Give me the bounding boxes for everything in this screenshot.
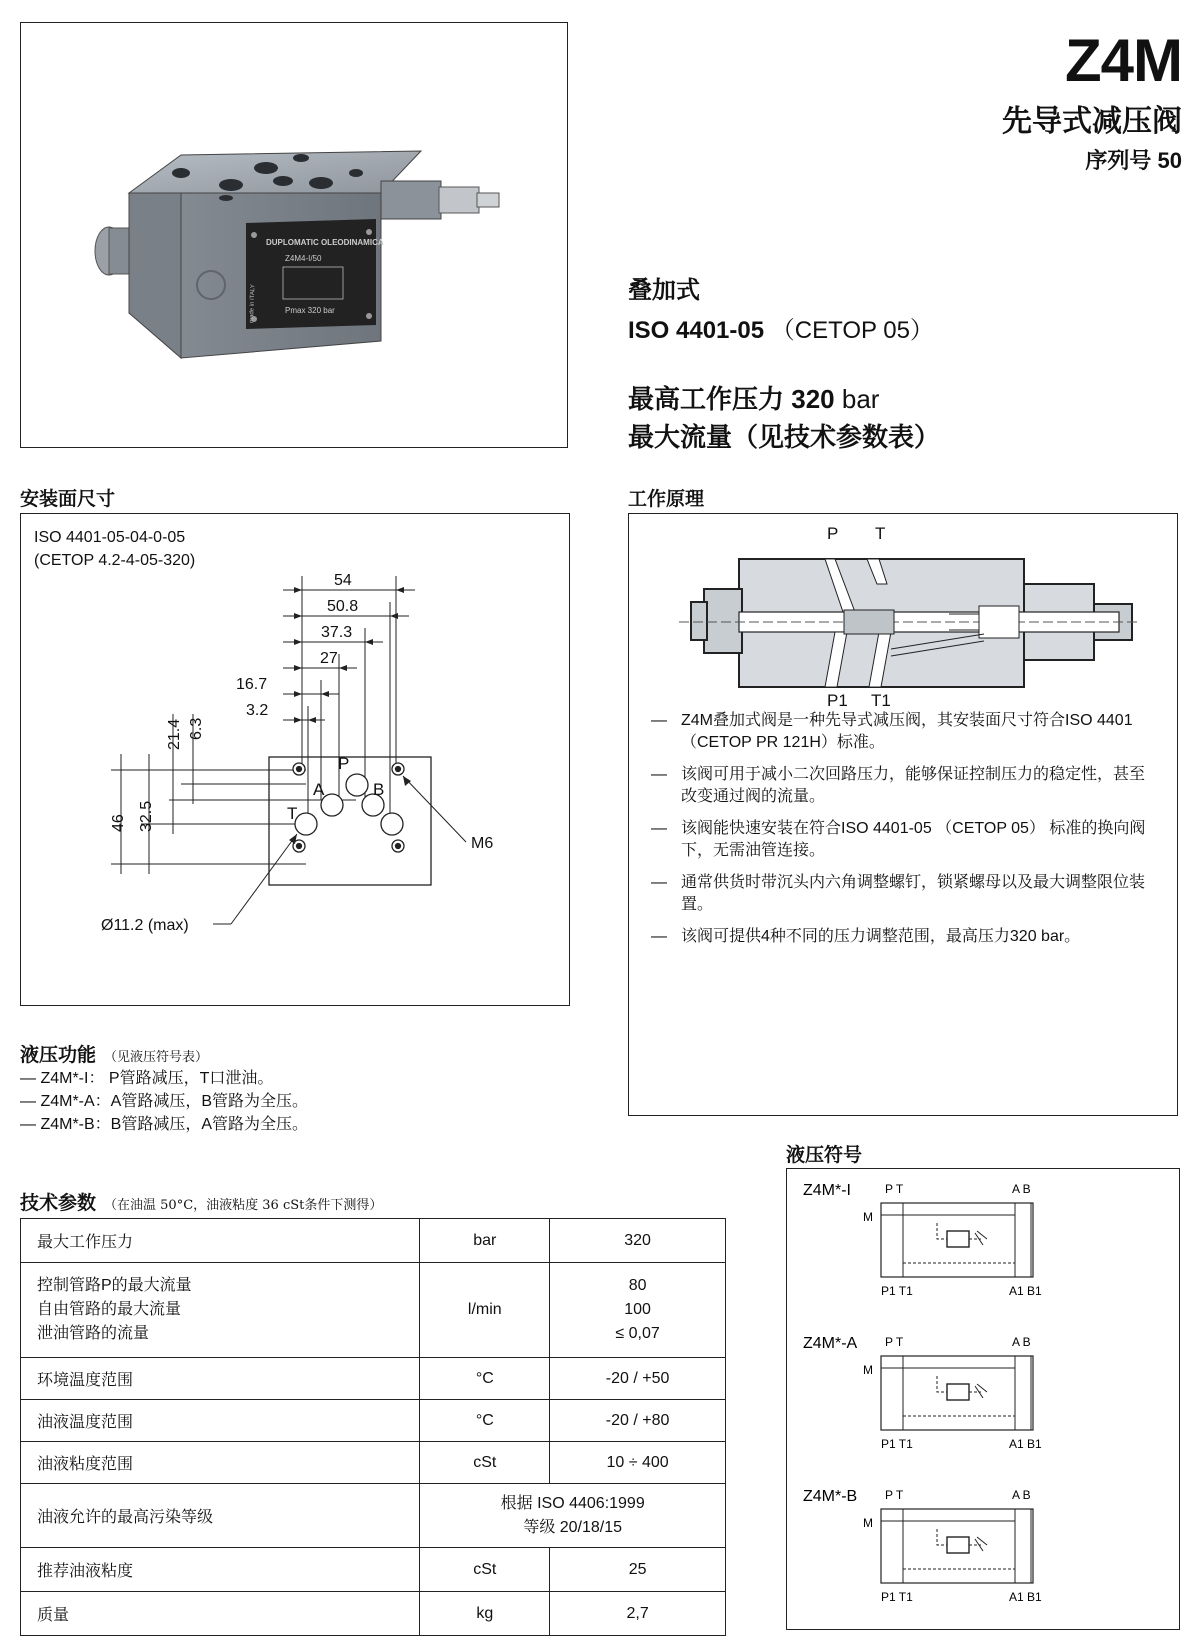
dim-3-2: 3.2 bbox=[246, 702, 269, 719]
specs-table bbox=[20, 1218, 726, 1636]
port-p: P bbox=[338, 754, 350, 773]
dim-21-4: 21.4 bbox=[166, 718, 183, 750]
symbol-ports-p1t1: P1 T1 bbox=[881, 1284, 913, 1298]
mounting-surface-title: 安装面尺寸 bbox=[20, 489, 116, 510]
functions-list bbox=[20, 1067, 308, 1136]
spec-value: 10 ÷ 400 bbox=[550, 1442, 726, 1484]
mounting-std-cetop: (CETOP 4.2-4-05-320) bbox=[34, 552, 196, 569]
spec-value-line: ≤ 0,07 bbox=[615, 1325, 660, 1342]
spec-param: 推荐油液粘度 bbox=[21, 1548, 420, 1592]
product-photo bbox=[21, 23, 566, 446]
symbol-m: M bbox=[863, 1363, 873, 1377]
functions-note: （见液压符号表） bbox=[104, 1050, 209, 1065]
max-pressure-unit: bar bbox=[841, 384, 880, 414]
port-a: A bbox=[313, 780, 325, 799]
spec-value-line: 100 bbox=[624, 1301, 651, 1318]
spec-unit: cSt bbox=[420, 1548, 550, 1592]
symbol-label: Z4M*-B bbox=[803, 1488, 858, 1505]
photo-made-in: made in ITALY bbox=[249, 284, 257, 324]
specs-title-text: 技术参数 bbox=[20, 1193, 97, 1214]
dim-50-8: 50.8 bbox=[327, 598, 359, 615]
spec-unit: kg bbox=[420, 1592, 550, 1636]
symbol-ports-p1t1: P1 T1 bbox=[881, 1437, 913, 1451]
port-t: T bbox=[287, 804, 298, 823]
photo-brand: DUPLOMATIC OLEODINAMICA bbox=[266, 238, 384, 247]
symbol-valve bbox=[947, 1537, 969, 1553]
spec-value: -20 / +80 bbox=[550, 1400, 726, 1442]
spec-value: 2,7 bbox=[550, 1592, 726, 1636]
product-name: 先导式减压阀 bbox=[1002, 105, 1182, 138]
functions-title-text: 液压功能 bbox=[20, 1045, 97, 1066]
symbol-ports-ab: A B bbox=[1012, 1182, 1031, 1196]
spec-param-line: 控制管路P的最大流量 bbox=[37, 1277, 192, 1294]
spec-param-line: 泄油管路的流量 bbox=[37, 1325, 150, 1342]
dim-16-7: 16.7 bbox=[236, 676, 268, 693]
photo-nameplate-pmax: Pmax 320 bar bbox=[285, 306, 335, 315]
spec-value bbox=[550, 1263, 726, 1358]
max-pressure-value: 320 bbox=[791, 384, 835, 414]
principle-bullet: — 通常供货时带沉头内六角调整螺钉，锁紧螺母以及最大调整限位装置。 bbox=[651, 872, 1151, 916]
principle-title: 工作原理 bbox=[628, 489, 705, 510]
mounting-surface-frame bbox=[20, 513, 570, 1006]
hole-diameter: Ø11.2 (max) bbox=[101, 917, 189, 934]
specs-note: （在油温 50°C，油液粘度 36 cSt条件下测得） bbox=[104, 1198, 383, 1213]
spec-unit: °C bbox=[420, 1400, 550, 1442]
symbol-ports-ab: A B bbox=[1012, 1335, 1031, 1349]
spec-param: 油液允许的最高污染等级 bbox=[21, 1484, 420, 1548]
symbol-ports-pt: P T bbox=[885, 1488, 904, 1502]
symbols-group bbox=[803, 1182, 1042, 1604]
cetop-standard: （CETOP 05） bbox=[770, 317, 934, 344]
spec-value bbox=[420, 1484, 726, 1548]
symbol-ports-a1b1: A1 B1 bbox=[1009, 1590, 1042, 1604]
principle-frame bbox=[628, 513, 1178, 1116]
principle-bullet: — Z4M叠加式阀是一种先导式减压阀，其安装面尺寸符合ISO 4401（CETOP PR 121H）标准。 bbox=[651, 710, 1151, 754]
spec-unit: cSt bbox=[420, 1442, 550, 1484]
iso-line bbox=[628, 310, 934, 345]
function-item: — Z4M*-I： P管路减压，T口泄油。 bbox=[20, 1067, 308, 1090]
symbol-ports-a1b1: A1 B1 bbox=[1009, 1437, 1042, 1451]
functions-title bbox=[20, 1040, 208, 1067]
spec-value: -20 / +50 bbox=[550, 1358, 726, 1400]
section-p1: P1 bbox=[827, 691, 848, 710]
function-item: — Z4M*-A：A管路减压，B管路为全压。 bbox=[20, 1090, 308, 1113]
symbols-title: 液压符号 bbox=[786, 1145, 863, 1166]
table-row bbox=[21, 1400, 726, 1442]
symbol-spring bbox=[975, 1384, 987, 1398]
max-flow-line: 最大流量（见技术参数表） bbox=[628, 422, 941, 452]
spec-value-line: 等级 20/18/15 bbox=[523, 1518, 623, 1536]
symbol-m: M bbox=[863, 1516, 873, 1530]
mounting-surface-drawing bbox=[21, 514, 568, 1004]
valve-section-drawing bbox=[629, 514, 1176, 714]
symbol-ports-pt: P T bbox=[885, 1335, 904, 1349]
spec-value: 320 bbox=[550, 1219, 726, 1263]
spec-param bbox=[21, 1263, 420, 1358]
model-title: Z4M bbox=[1065, 27, 1182, 94]
spec-value-line: 80 bbox=[628, 1277, 647, 1294]
principle-bullet: — 该阀能快速安装在符合ISO 4401-05 （CETOP 05） 标准的换向阀下，无需油管连接。 bbox=[651, 818, 1151, 862]
hydraulic-symbol bbox=[803, 1182, 1042, 1298]
photo-nameplate-model: Z4M4-I/50 bbox=[285, 254, 322, 263]
spec-value-line: 根据 ISO 4406:1999 bbox=[500, 1494, 645, 1512]
principle-bullet: — 该阀可提供4种不同的压力调整范围，最高压力320 bar。 bbox=[651, 926, 1151, 948]
dim-54: 54 bbox=[334, 572, 352, 589]
thread-m6: M6 bbox=[471, 835, 494, 852]
spec-param: 质量 bbox=[21, 1592, 420, 1636]
mounting-type: 叠加式 bbox=[628, 277, 700, 304]
function-item: — Z4M*-B：B管路减压，A管路为全压。 bbox=[20, 1113, 308, 1136]
port-b: B bbox=[373, 780, 385, 799]
table-row bbox=[21, 1484, 726, 1548]
dim-46: 46 bbox=[110, 814, 127, 832]
spec-value: 25 bbox=[550, 1548, 726, 1592]
table-row bbox=[21, 1219, 726, 1263]
dim-27: 27 bbox=[320, 650, 338, 667]
iso-standard: ISO 4401-05 bbox=[628, 317, 765, 344]
spec-unit: l/min bbox=[420, 1263, 550, 1358]
symbol-ports-pt: P T bbox=[885, 1182, 904, 1196]
symbol-ports-p1t1: P1 T1 bbox=[881, 1590, 913, 1604]
pressure-line bbox=[628, 379, 879, 416]
specs-title bbox=[20, 1188, 382, 1215]
spec-param: 环境温度范围 bbox=[21, 1358, 420, 1400]
spec-param-line: 自由管路的最大流量 bbox=[37, 1301, 182, 1318]
spec-param: 油液粘度范围 bbox=[21, 1442, 420, 1484]
hydraulic-symbol bbox=[803, 1488, 1042, 1604]
symbol-spring bbox=[975, 1537, 987, 1551]
section-t: T bbox=[875, 524, 886, 543]
symbol-valve bbox=[947, 1231, 969, 1247]
symbol-label: Z4M*-I bbox=[803, 1182, 851, 1199]
spec-unit: °C bbox=[420, 1358, 550, 1400]
table-row bbox=[21, 1442, 726, 1484]
max-pressure-label: 最高工作压力 bbox=[628, 384, 785, 414]
series-number: 序列号 50 bbox=[1085, 148, 1182, 173]
table-row bbox=[21, 1592, 726, 1636]
principle-bullets bbox=[651, 710, 1151, 958]
symbol-ports-ab: A B bbox=[1012, 1488, 1031, 1502]
table-row bbox=[21, 1548, 726, 1592]
symbols-drawing bbox=[787, 1169, 1178, 1628]
dim-37-3: 37.3 bbox=[321, 624, 353, 641]
symbols-frame bbox=[786, 1168, 1180, 1630]
product-photo-frame bbox=[20, 22, 568, 448]
section-p: P bbox=[827, 524, 839, 543]
symbol-valve bbox=[947, 1384, 969, 1400]
dim-32-5: 32.5 bbox=[138, 800, 155, 832]
hydraulic-symbol bbox=[803, 1335, 1042, 1451]
section-t1: T1 bbox=[871, 691, 891, 710]
table-row bbox=[21, 1358, 726, 1400]
spec-unit: bar bbox=[420, 1219, 550, 1263]
symbol-ports-a1b1: A1 B1 bbox=[1009, 1284, 1042, 1298]
symbol-m: M bbox=[863, 1210, 873, 1224]
mounting-std-iso: ISO 4401-05-04-0-05 bbox=[34, 529, 186, 546]
symbol-label: Z4M*-A bbox=[803, 1335, 858, 1352]
spec-param: 最大工作压力 bbox=[21, 1219, 420, 1263]
dim-6-3: 6.3 bbox=[188, 717, 205, 740]
principle-bullet: — 该阀可用于减小二次回路压力，能够保证控制压力的稳定性，甚至改变通过阀的流量。 bbox=[651, 764, 1151, 808]
table-row bbox=[21, 1263, 726, 1358]
spec-param: 油液温度范围 bbox=[21, 1400, 420, 1442]
symbol-spring bbox=[975, 1231, 987, 1245]
